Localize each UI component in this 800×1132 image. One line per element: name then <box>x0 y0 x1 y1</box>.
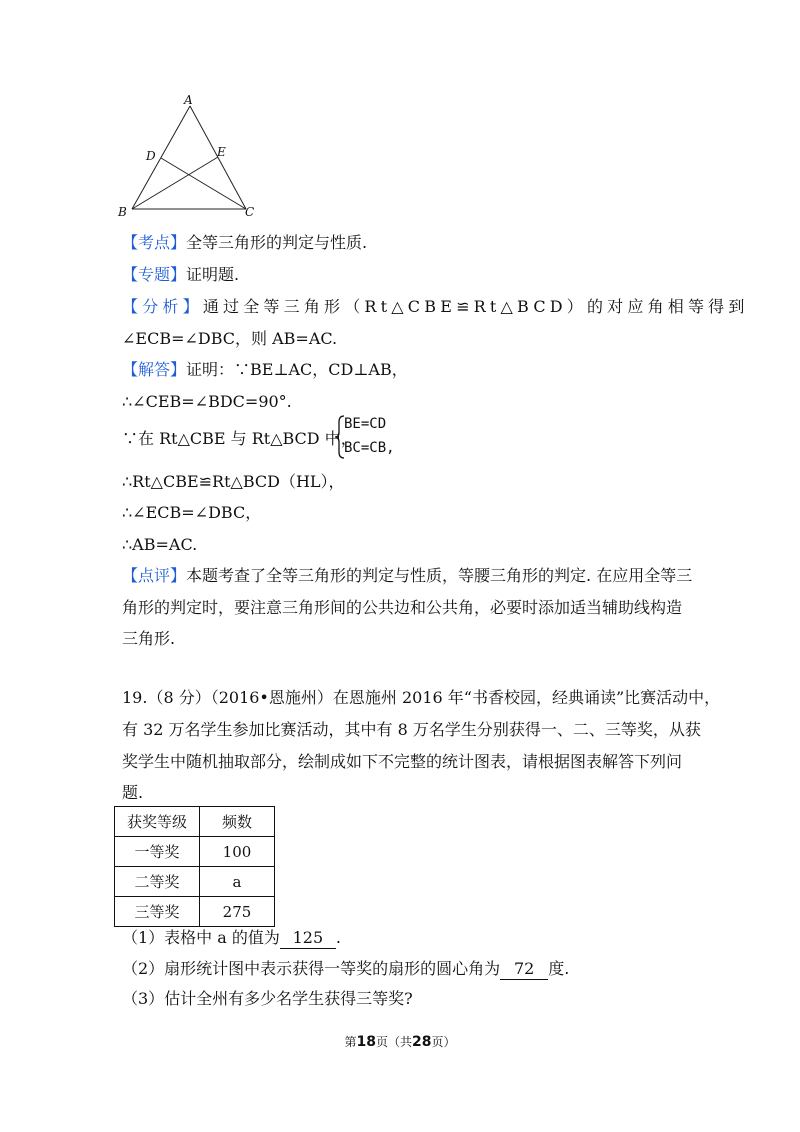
q19-line-2: 有 32 万名学生参加比赛活动，其中有 8 万名学生分别获得一、二、三等奖，从获 <box>122 720 701 739</box>
q19-line-3: 奖学生中随机抽取部分，绘制成如下不完整的统计图表，请根据图表解答下列问 <box>122 752 683 771</box>
sub1-prompt: （1）表格中 a 的值为 <box>122 928 280 947</box>
dianping-tag: 【点评】 <box>122 566 187 585</box>
step-3: ∴Rt△CBE≌Rt△BCD（HL）， <box>122 472 345 491</box>
footer-mid: 页（共 <box>375 1035 412 1049</box>
zhuanti-text: 证明题. <box>186 265 240 284</box>
footer-pre: 第 <box>344 1035 357 1049</box>
jieda-line <box>122 360 408 380</box>
fenxi-line-1 <box>122 297 749 317</box>
table-cell: 二等奖 <box>115 867 200 897</box>
fenxi-text-1: 通过全等三角形（Rt△CBE≌Rt△BCD）的对应角相等得到 <box>202 297 749 316</box>
kaodian-tag: 【考点】 <box>122 233 187 252</box>
label-a: A <box>184 93 193 107</box>
table-header-level: 获奖等级 <box>115 807 200 837</box>
award-frequency-table <box>114 806 275 927</box>
dianping-text-1: 本题考查了全等三角形的判定与性质，等腰三角形的判定. 在应用全等三 <box>186 566 693 585</box>
sub2-post: 度. <box>548 959 570 978</box>
label-d: D <box>146 149 156 163</box>
triangle-figure <box>112 92 272 222</box>
q19-line-4: 题. <box>122 783 144 802</box>
table-row <box>115 837 275 867</box>
page-footer <box>0 1033 800 1050</box>
footer-post: 页） <box>431 1035 456 1049</box>
equation-system <box>334 414 404 464</box>
step-5: ∴AB=AC. <box>122 535 198 554</box>
equation-bc-cb-text: BC=CB <box>344 440 387 456</box>
fenxi-line-2: ∠ECB=∠DBC，则 AB=AC. <box>122 329 338 348</box>
table-header-row <box>115 807 275 837</box>
table-cell: a <box>200 867 275 897</box>
equation-be-cd: BE=CD <box>344 416 387 432</box>
zhuanti-tag: 【专题】 <box>122 265 187 284</box>
dianping-line-2: 角形的判定时，要注意三角形间的公共边和公共角，必要时添加适当辅助线构造 <box>122 598 683 617</box>
table-cell: 三等奖 <box>115 897 200 927</box>
table-header-frequency: 频数 <box>200 807 275 837</box>
triangle-diagram <box>112 92 272 222</box>
zhuanti-line <box>122 265 239 285</box>
label-b: B <box>118 205 127 219</box>
equation-comma: , <box>386 440 395 456</box>
jieda-tag: 【解答】 <box>122 360 187 379</box>
table-cell: 275 <box>200 897 275 927</box>
segment-ab <box>132 106 190 209</box>
footer-total-pages: 28 <box>412 1034 432 1050</box>
q19-line-1: 19.（8 分）（2016•恩施州）在恩施州 2016 年“书香校园，经典诵读”比赛活动中， <box>122 688 721 707</box>
sub-question-3: （3）估计全州有多少名学生获得三等奖? <box>122 989 413 1008</box>
table-cell: 一等奖 <box>115 837 200 867</box>
kaodian-line <box>122 233 367 253</box>
label-c: C <box>245 205 255 219</box>
sub-question-2 <box>122 959 569 980</box>
label-e: E <box>217 145 226 159</box>
step-4: ∴∠ECB=∠DBC， <box>122 503 262 522</box>
step-1: ∴∠CEB=∠BDC=90°. <box>122 392 292 411</box>
segment-be <box>132 157 218 209</box>
sub2-prompt: （2）扇形统计图中表示获得一等奖的扇形的圆心角为 <box>122 959 501 978</box>
kaodian-text: 全等三角形的判定与性质. <box>186 233 368 252</box>
step-2: ∵在 Rt△CBE 与 Rt△BCD 中， <box>122 429 357 448</box>
jieda-text: 证明：∵BE⊥AC，CD⊥AB， <box>186 360 408 379</box>
equation-bc-cb <box>344 440 395 456</box>
dianping-line-3: 三角形. <box>122 629 176 648</box>
dianping-line-1 <box>122 566 692 586</box>
footer-page-number: 18 <box>356 1034 376 1050</box>
table-row <box>115 867 275 897</box>
sub1-answer: 125 <box>280 928 336 949</box>
sub-question-1 <box>122 928 341 949</box>
table-row <box>115 897 275 927</box>
fenxi-tag: 【分析】 <box>122 297 203 316</box>
sub2-answer: 72 <box>500 959 548 980</box>
sub1-post: . <box>335 928 341 947</box>
table-cell: 100 <box>200 837 275 867</box>
